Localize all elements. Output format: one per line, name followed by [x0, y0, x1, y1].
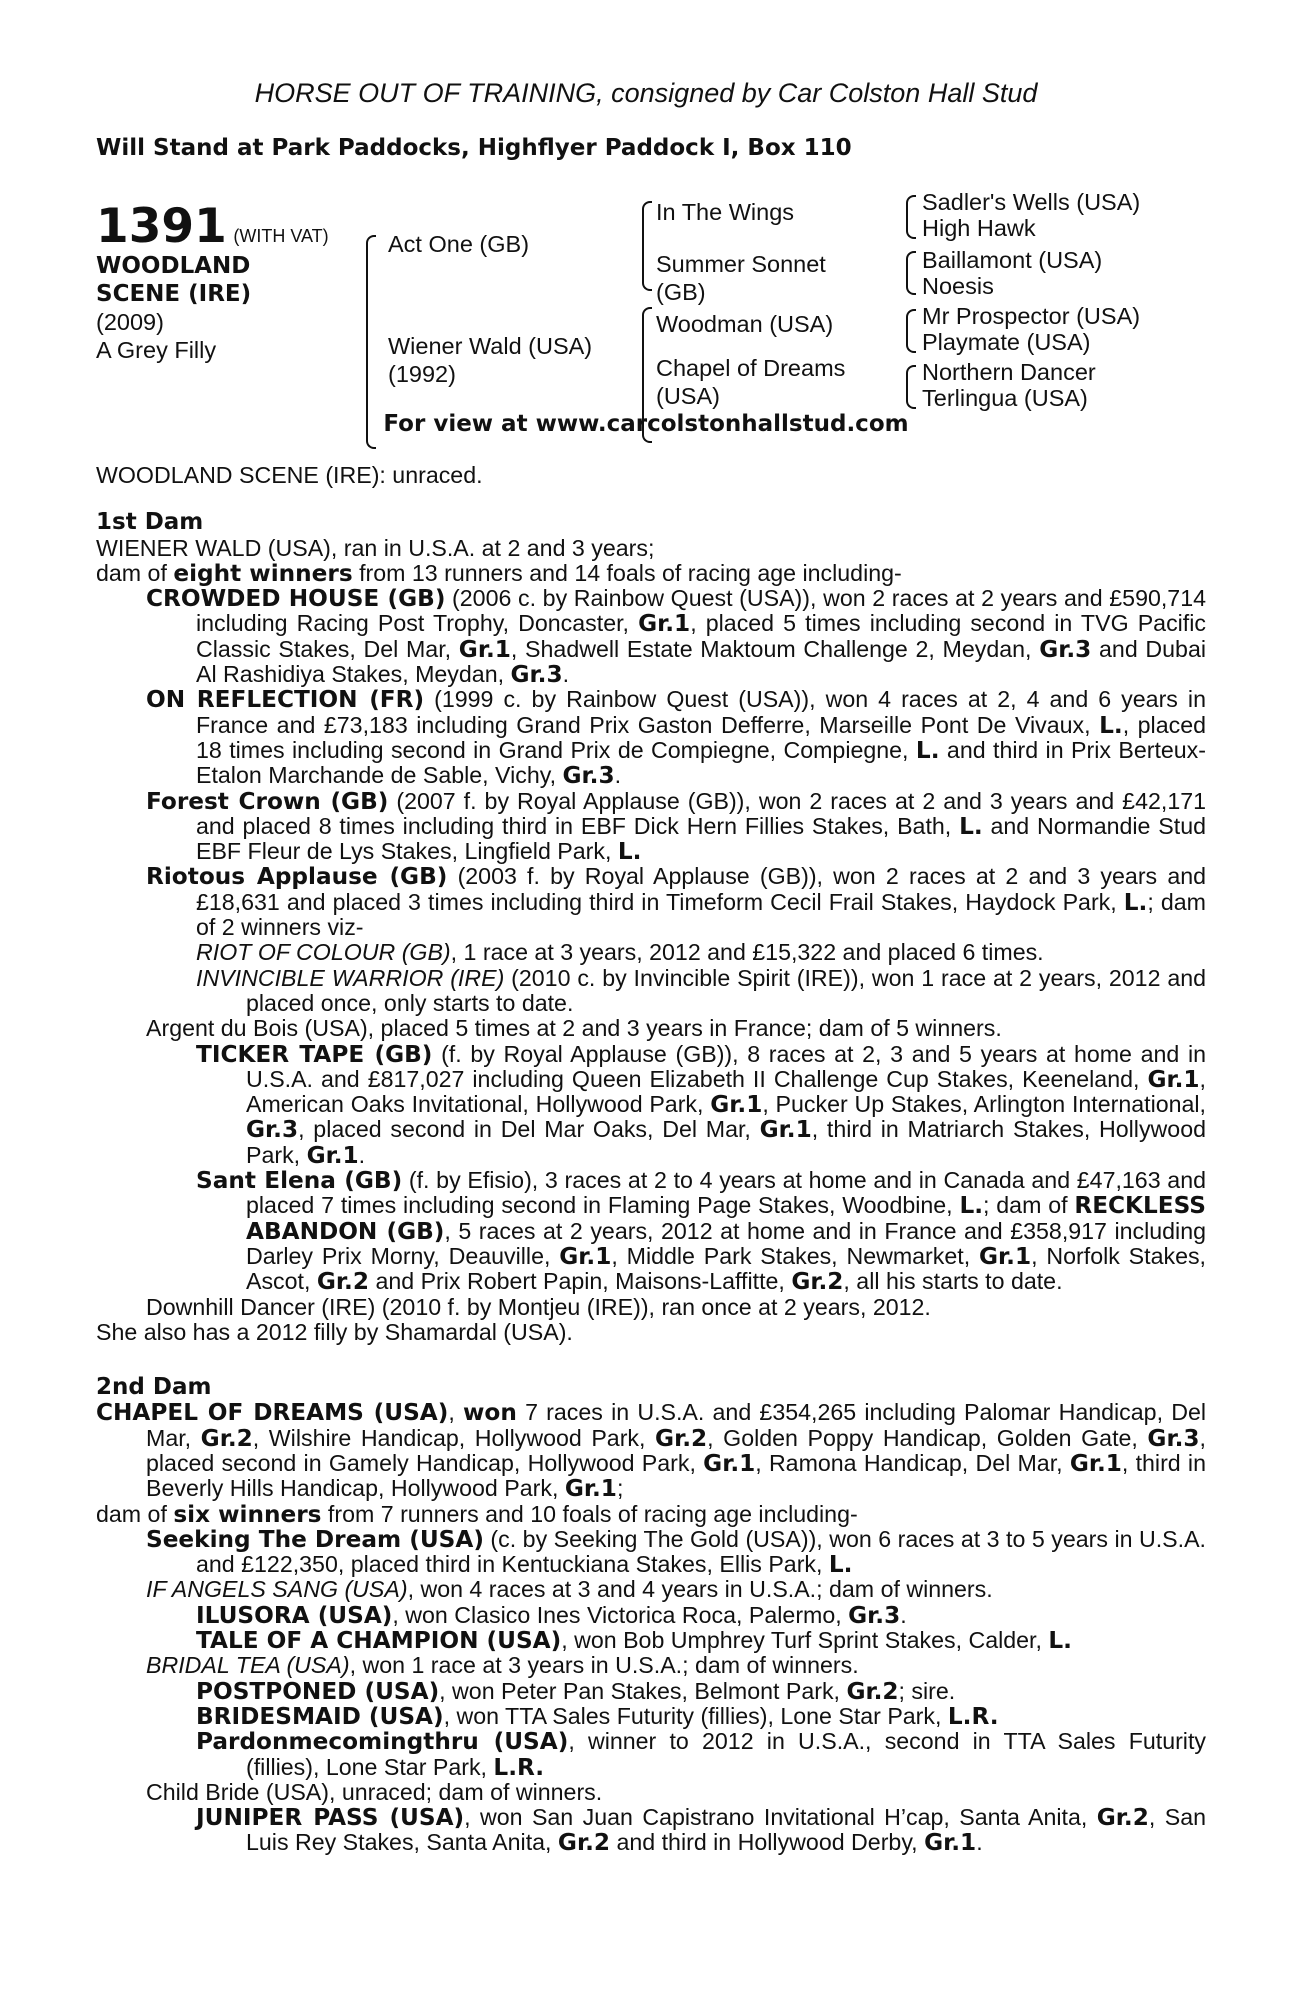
- second-dam-record: CHAPEL OF DREAMS (USA), won 7 races in U.S.A. and £354,265 including Palomar Handicap, Del Mar, Gr.2, Wilshire Handicap, Hollywood Park, Gr.2, Golden Poppy Handicap, Golden Gate, Gr.3, placed second in Gamely Handicap, Hollywood Park, Gr.1, Ramona Handicap, Del Mar, Gr.1, third in Beverly Hills Handicap, Hollywood Park, Gr.1;: [96, 1399, 1207, 1503]
- sire-dam-country: (GB): [656, 279, 706, 305]
- gen3-brace-2: [906, 251, 916, 295]
- catalogue-body: [96, 463, 1206, 1856]
- dds: Northern Dancer: [922, 359, 1096, 385]
- first-dam-produce-line: dam of eight winners from 13 runners and 14 foals of racing age including-: [96, 559, 902, 587]
- sdd: Noesis: [922, 273, 994, 299]
- foaling-year: (2009): [96, 309, 164, 335]
- produce-bridal-tea: BRIDAL TEA (USA), won 1 race at 3 years in U.S.A.; dam of winners.: [146, 1652, 859, 1679]
- dam-year: (1992): [388, 361, 456, 387]
- gen3-brace-3: [906, 309, 916, 353]
- grandproduce-tale-of-a-champion: TALE OF A CHAMPION (USA), won Bob Umphrey Turf Sprint Stakes, Calder, L.: [196, 1627, 1072, 1655]
- horse-name-line2: SCENE (IRE): [96, 281, 252, 307]
- dam-dam-country: (USA): [656, 383, 720, 409]
- sds: Baillamont (USA): [922, 247, 1103, 273]
- stand-location: Will Stand at Park Paddocks, Highflyer Paddock I, Box 110: [96, 135, 852, 161]
- grandproduce-juniper-pass: JUNIPER PASS (USA), won San Juan Capistrano Invitational H’cap, Santa Anita, Gr.2, San Luis Rey Stakes, Santa Anita, Gr.2 and third in Hollywood Derby, Gr.1.: [196, 1804, 1206, 1857]
- lot-number-line: [96, 199, 329, 254]
- sire-sire: In The Wings: [656, 199, 795, 225]
- first-dam-line: WIENER WALD (USA), ran in U.S.A. at 2 and 3 years;: [96, 534, 655, 561]
- race-record: WOODLAND SCENE (IRE): unraced.: [96, 462, 483, 488]
- second-dam-produce-line: dam of six winners from 7 runners and 10 foals of racing age including-: [96, 1500, 858, 1528]
- sire: Act One (GB): [388, 231, 530, 257]
- pedigree-table: [96, 191, 1206, 437]
- produce-argent-du-bois: Argent du Bois (USA), placed 5 times at 2 and 3 years in France; dam of 5 winners.: [146, 1015, 1002, 1042]
- grandproduce-ticker-tape: TICKER TAPE (GB) (f. by Royal Applause (GB)), 8 races at 2, 3 and 5 years at home and in U.S.A. and £817,027 including Queen Elizabeth II Challenge Cup Stakes, Keeneland, Gr.1, American Oaks Invitational, Hollywood Park, Gr.1, Pucker Up Stakes, Arlington International, Gr.3, placed second in Del Mar Oaks, Del Mar, Gr.1, third in Matriarch Stakes, Hollywood Park, Gr.1.: [196, 1040, 1207, 1169]
- horse-description: A Grey Filly: [96, 337, 217, 363]
- gen3-brace-4: [906, 365, 916, 409]
- produce-crowded-house: CROWDED HOUSE (GB) (2006 c. by Rainbow Quest (USA)), won 2 races at 2 years and £590,714 including Racing Post Trophy, Doncaster, Gr.1, placed 5 times including second in TVG Pacific Classic Stakes, Del Mar, Gr.1, Shadwell Estate Maktoum Challenge 2, Meydan, Gr.3 and Dubai Al Rashidiya Stakes, Meydan, Gr.3.: [146, 585, 1207, 689]
- gen2-sire-brace: [642, 201, 652, 291]
- produce-downhill-dancer: Downhill Dancer (IRE) (2010 f. by Montjeu (IRE)), ran once at 2 years, 2012.: [146, 1293, 931, 1320]
- ssd: High Hawk: [922, 215, 1036, 241]
- produce-child-bride: Child Bride (USA), unraced; dam of winners.: [146, 1778, 603, 1805]
- produce-riotous-applause: Riotous Applause (GB) (2003 f. by Royal Applause (GB)), won 2 races at 2 and 3 years and £18,631 and placed 3 times including third in Timeform Cecil Frail Stakes, Haydock Park, L.; dam of 2 winners viz-: [146, 863, 1207, 941]
- grandproduce-sant-elena: Sant Elena (GB) (f. by Efisio), 3 races at 2 to 4 years at home and in Canada and £47,163 and placed 7 times including second in Flaming Page Stakes, Woodbine, L.; dam of RECKLESS ABANDON (GB), 5 races at 2 years, 2012 at home and in France and £358,917 including Darley Prix Morny, Deauville, Gr.1, Middle Park Stakes, Newmarket, Gr.1, Norfolk Stakes, Ascot, Gr.2 and Prix Robert Papin, Maisons-Laffitte, Gr.2, all his starts to date.: [196, 1167, 1207, 1296]
- ddd: Terlingua (USA): [922, 385, 1088, 411]
- produce-forest-crown: Forest Crown (GB) (2007 f. by Royal Applause (GB)), won 2 races at 2 and 3 years and £42,171 and placed 8 times including third in EBF Dick Hern Fillies Stakes, Bath, L. and Normandie Stud EBF Fleur de Lys Stakes, Lingfield Park, L.: [146, 787, 1207, 866]
- produce-seeking-the-dream: Seeking The Dream (USA) (c. by Seeking The Gold (USA)), won 6 races at 3 to 5 years in U.S.A. and £122,350, placed third in Kentuckiana Stakes, Ellis Park, L.: [146, 1525, 1206, 1579]
- grandproduce-riot-of-colour: RIOT OF COLOUR (GB), 1 race at 3 years, 2012 and £15,322 and placed 6 times.: [196, 939, 1044, 966]
- vat-note: (WITH VAT): [233, 226, 329, 246]
- sire-dam: Summer Sonnet: [656, 251, 826, 277]
- gen3-brace-1: [906, 195, 916, 239]
- dss: Mr Prospector (USA): [922, 303, 1141, 329]
- page-header: HORSE OUT OF TRAINING, consigned by Car Colston Hall Stud: [254, 78, 1038, 108]
- website-link[interactable]: For view at www.carcolstonhallstud.com: [383, 411, 909, 437]
- grandproduce-bridesmaid: BRIDESMAID (USA), won TTA Sales Futurity (fillies), Lone Star Park, L.R.: [196, 1702, 999, 1730]
- horse-name-line1: WOODLAND: [96, 253, 251, 279]
- dam-sire: Woodman (USA): [656, 311, 834, 337]
- produce-on-reflection: ON REFLECTION (FR) (1999 c. by Rainbow Quest (USA)), won 4 races at 2, 4 and 6 years in France and £73,183 including Grand Prix Gaston Defferre, Marseille Pont De Vivaux, L., placed 18 times including second in Grand Prix de Compiegne, Compiegne, L. and third in Prix Berteux-Etalon Marchande de Sable, Vichy, Gr.3.: [146, 686, 1206, 790]
- grandproduce-postponed: POSTPONED (USA), won Peter Pan Stakes, Belmont Park, Gr.2; sire.: [196, 1677, 956, 1705]
- dsd: Playmate (USA): [922, 329, 1091, 355]
- grandproduce-pardonmecomingthru: Pardonmecomingthru (USA), winner to 2012 in U.S.A., second in TTA Sales Futurity (fillies), Lone Star Park, L.R.: [196, 1728, 1206, 1781]
- second-dam-heading: 2nd Dam: [96, 1374, 212, 1401]
- dam: Wiener Wald (USA): [388, 333, 593, 359]
- dam-dam: Chapel of Dreams: [656, 355, 846, 381]
- catalogue-page: [96, 78, 1206, 1856]
- first-dam-heading: 1st Dam: [96, 509, 204, 536]
- grandproduce-ilusora: ILUSORA (USA), won Clasico Ines Victorica Roca, Palermo, Gr.3.: [196, 1601, 907, 1629]
- produce-note: She also has a 2012 filly by Shamardal (USA).: [96, 1318, 573, 1345]
- grandproduce-invincible-warrior: INVINCIBLE WARRIOR (IRE) (2010 c. by Invincible Spirit (IRE)), won 1 race at 2 years, 2012 and placed once, only starts to date.: [196, 964, 1207, 1016]
- sss: Sadler's Wells (USA): [922, 189, 1141, 215]
- produce-if-angels-sang: IF ANGELS SANG (USA), won 4 races at 3 and 4 years in U.S.A.; dam of winners.: [146, 1576, 993, 1603]
- lot-number: 1391: [96, 199, 227, 254]
